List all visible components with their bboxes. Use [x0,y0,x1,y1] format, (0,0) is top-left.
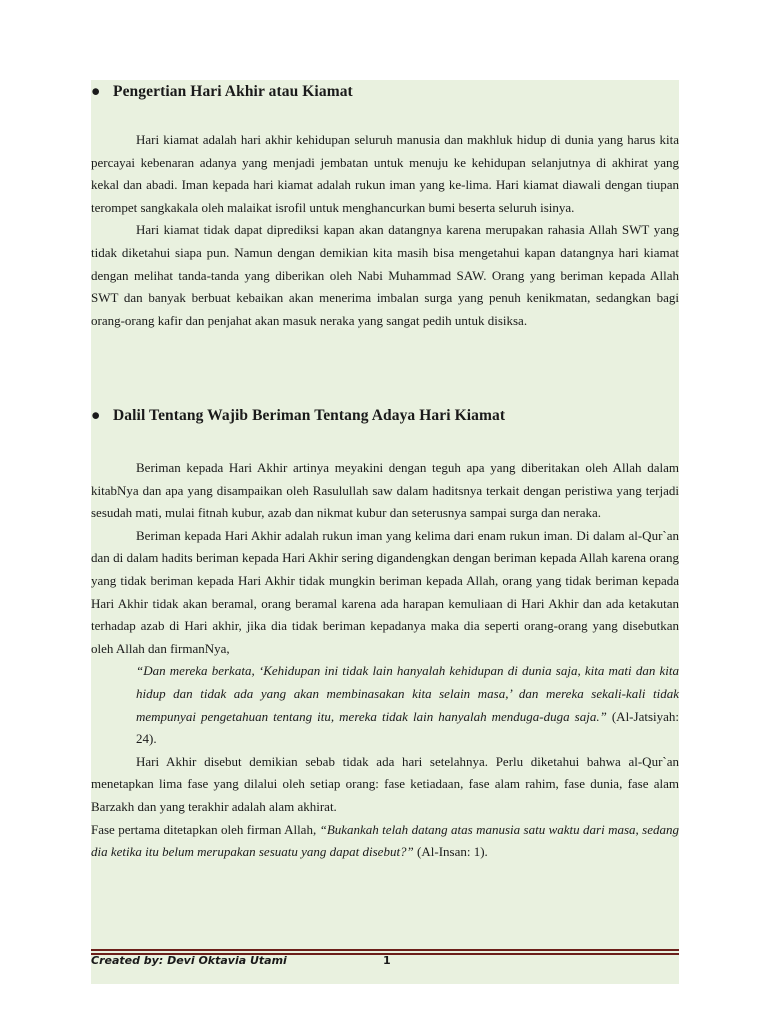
section-body-pengertian [91,129,679,332]
paragraph: Beriman kepada Hari Akhir artinya meyakini dengan teguh apa yang diberitakan oleh Allah dalam kitabNya dan apa yang disampaikan oleh Rasulullah saw dalam haditsnya terkait dengan peristiwa yang terjadi sesudah mati, mulai fitnah kubur, azab dan nikmat kubur dan seterusnya sampai surga dan neraka. [91,460,679,521]
paragraph: Hari Akhir disebut demikian sebab tidak ada hari setelahnya. Perlu diketahui bahwa al-Qur`an menetapkan lima fase yang dilalui oleh setiap orang: fase ketiadaan, fase alam rahim, fase dunia, fase alam Barzakh dan yang terakhir adalah alam akhirat. [91,753,679,814]
footer-author: Created by: Devi Oktavia Utami [91,954,287,967]
paragraph-lead: Fase pertama ditetapkan oleh firman Allah, [91,821,320,837]
quran-quote [91,660,679,750]
inline-citation: (Al-Insan: 1). [413,844,488,860]
bullet-icon: ● [91,83,101,100]
paragraph-with-quote [91,819,679,864]
page-number: 1 [383,954,391,967]
inline-quote: “Bukankah telah datang atas manusia satu waktu dari masa, sedang dia ketika itu belum merupakan sesuatu yang dapat disebut?” [91,821,680,860]
paragraph: Hari kiamat tidak dapat diprediksi kapan akan datangnya karena merupakan rahasia Allah SWT yang tidak diketahui siapa pun. Namun dengan demikian kita masih bisa mengetahui kapan datangnya hari kiamat dengan melihat tanda-tanda yang diberikan oleh Nabi Muhammad SAW. Orang yang beriman kepada Allah SWT dan banyak berbuat kebaikan akan menerima imbalan surga yang penuh kenikmatan, sedangkan bagi orang-orang kafir dan penjahat akan masuk neraka yang sangat pedih untuk disiksa. [91,222,679,328]
paragraph: Hari kiamat adalah hari akhir kehidupan seluruh manusia dan makhluk hidup di dunia yang harus kita percayai kebenaran adanya yang menjadi jembatan untuk menuju ke kehidupan selanjutnya di akhirat yang kekal dan abadi. Iman kepada hari kiamat adalah rukun iman yang ke-lima. Hari kiamat diawali dengan tiupan terompet sangkakala oleh malaikat isrofil untuk menghancurkan bumi beserta seluruh isinya. [91,132,679,215]
document-page [91,80,679,984]
paragraph: Beriman kepada Hari Akhir adalah rukun iman yang kelima dari enam rukun iman. Di dalam al-Qur`an dan di dalam hadits beriman kepada Hari Akhir sering digandengkan dengan beriman kepada Allah karena orang yang tidak beriman kepada Hari Akhir tidak mungkin beriman kepada Allah, orang yang tidak beriman kepada Hari Akhir tidak akan beramal, orang beramal karena ada harapan kemuliaan di Hari Akhir dan ada ketakutan terhadap azab di Hari akhir, jika dia tidak beriman kepadanya maka dia seperti orang-orang yang disebutkan oleh Allah dan firmanNya, [91,527,679,656]
heading-text: Pengertian Hari Akhir atau Kiamat [113,83,353,100]
quote-citation: (Al-Jatsiyah: 24). [136,708,680,747]
bullet-icon: ● [91,407,101,424]
heading-text: Dalil Tentang Wajib Beriman Tentang Adaya Hari Kiamat [113,407,506,424]
section-body-dalil [91,457,679,864]
quote-text: “Dan mereka berkata, ‘Kehidupan ini tidak lain hanyalah kehidupan di dunia saja, kita mati dan kita hidup dan tidak ada yang akan membinasakan kita selain masa,’ dan mereka sekali-kali tidak mempunyai pengetahuan tentang itu, mereka tidak lain hanyalah menduga-duga saja.” [136,663,679,724]
divider-line [91,949,679,951]
